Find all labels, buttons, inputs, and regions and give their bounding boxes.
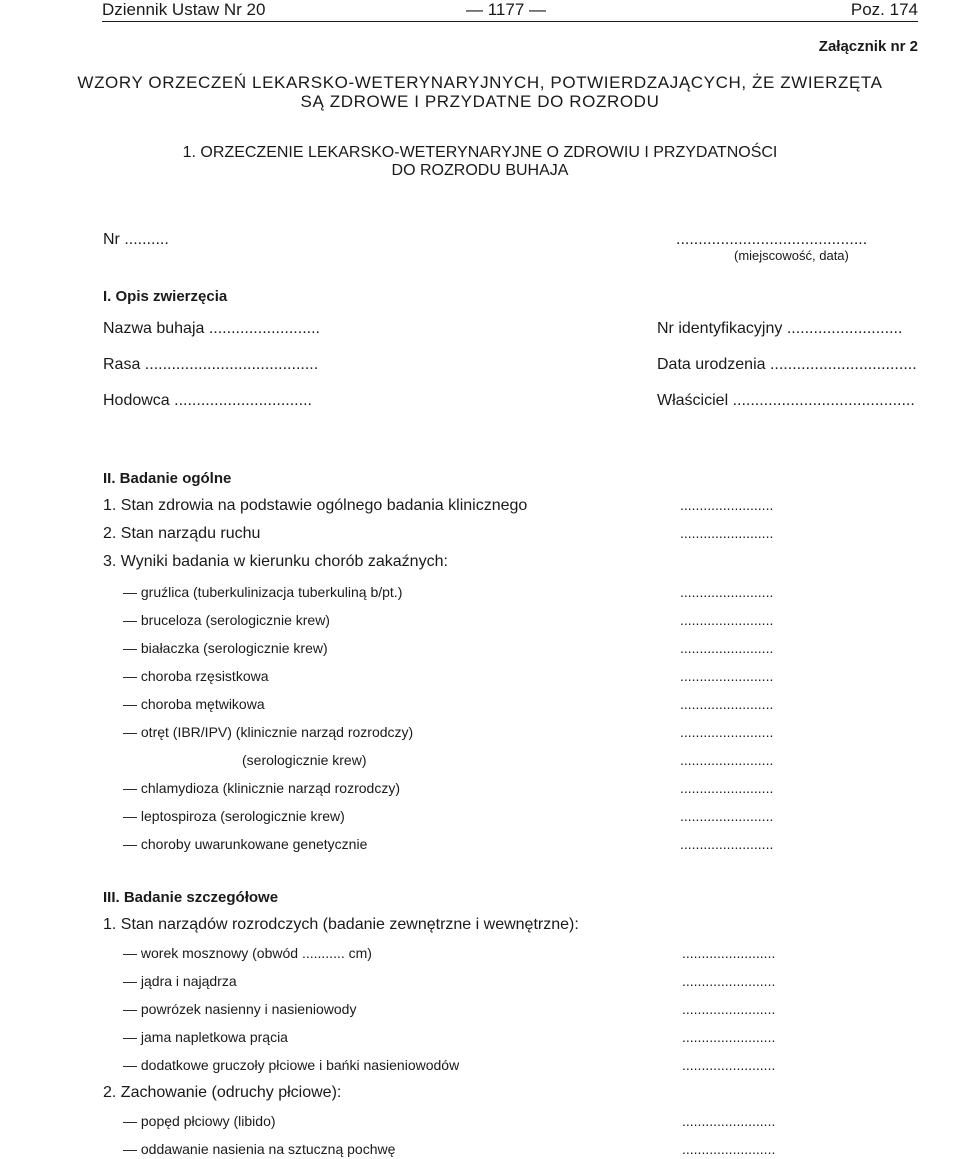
disease-campylobacteriosis-field[interactable]: ........................ bbox=[680, 696, 774, 712]
annex-label: Załącznik nr 2 bbox=[818, 38, 918, 55]
behaviour-libido-label: — popęd płciowy (libido) bbox=[123, 1113, 276, 1129]
disease-leukosis-field[interactable]: ........................ bbox=[680, 640, 774, 656]
disease-trichomoniasis-label: — choroba rzęsistkowa bbox=[123, 668, 269, 684]
document-title-line-1: WZORY ORZECZEŃ LEKARSKO-WETERYNARYJNYCH, POTWIERDZAJĄCYCH, ŻE ZWIERZĘTA bbox=[77, 73, 883, 92]
organ-spermatic-cord-label: — powrózek nasienny i nasieniowody bbox=[123, 1001, 357, 1017]
owner-field[interactable]: Właściciel ......................................... bbox=[657, 392, 915, 409]
document-title-line-2: SĄ ZDROWE I PRZYDATNE DO ROZRODU bbox=[300, 92, 660, 111]
disease-brucellosis-label: — bruceloza (serologicznie krew) bbox=[123, 612, 330, 628]
behaviour-semen-collection-label: — oddawanie nasienia na sztuczną pochwę bbox=[123, 1141, 396, 1157]
disease-ibr-ipv-field[interactable]: ........................ bbox=[680, 724, 774, 740]
bull-name-field[interactable]: Nazwa buhaja ......................... bbox=[103, 320, 320, 337]
disease-leukosis-label: — białaczka (serologicznie krew) bbox=[123, 640, 328, 656]
id-number-field[interactable]: Nr identyfikacyjny .......................... bbox=[657, 320, 903, 337]
organ-accessory-glands-label: — dodatkowe gruczoły płciowe i bańki nasieniowodów bbox=[123, 1057, 460, 1073]
infectious-results-label: 3. Wyniki badania w kierunku chorób zakaźnych: bbox=[103, 553, 448, 570]
disease-chlamydiosis-field[interactable]: ........................ bbox=[680, 780, 774, 796]
position-number: Poz. 174 bbox=[850, 0, 918, 19]
place-date-caption: (miejscowość, data) bbox=[734, 248, 849, 263]
section-2-heading: II. Badanie ogólne bbox=[103, 470, 232, 487]
behaviour-libido-field[interactable]: ........................ bbox=[682, 1113, 776, 1129]
header-rule bbox=[102, 21, 918, 22]
disease-tuberculosis-field[interactable]: ........................ bbox=[680, 584, 774, 600]
disease-tuberculosis-label: — gruźlica (tuberkulinizacja tuberkuliną b/pt.) bbox=[123, 584, 403, 600]
disease-ibr-ipv-label: — otręt (IBR/IPV) (klinicznie narząd rozrodczy) bbox=[123, 724, 414, 740]
certificate-title-line-2: DO ROZRODU BUHAJA bbox=[391, 162, 569, 179]
section-1-heading: I. Opis zwierzęcia bbox=[103, 288, 228, 305]
disease-trichomoniasis-field[interactable]: ........................ bbox=[680, 668, 774, 684]
organ-testes-label: — jądra i najądrza bbox=[123, 973, 237, 989]
number-field[interactable]: Nr .......... bbox=[103, 231, 169, 248]
disease-genetic-label: — choroby uwarunkowane genetycznie bbox=[123, 836, 368, 852]
organ-scrotum-field[interactable]: ........................ bbox=[682, 945, 776, 961]
general-health-field[interactable]: ........................ bbox=[680, 497, 774, 513]
certificate-title-line-1: 1. ORZECZENIE LEKARSKO-WETERYNARYJNE O ZDROWIU I PRZYDATNOŚCI bbox=[182, 144, 778, 161]
disease-leptospirosis-field[interactable]: ........................ bbox=[680, 808, 774, 824]
page-number: — 1177 — bbox=[466, 0, 547, 19]
organ-prepuce-label: — jama napletkowa prącia bbox=[123, 1029, 288, 1045]
disease-leptospirosis-label: — leptospiroza (serologicznie krew) bbox=[123, 808, 345, 824]
disease-ibr-ipv-serology-field[interactable]: ........................ bbox=[680, 752, 774, 768]
birth-date-field[interactable]: Data urodzenia ................................. bbox=[657, 356, 917, 373]
organ-prepuce-field[interactable]: ........................ bbox=[682, 1029, 776, 1045]
journal-title: Dziennik Ustaw Nr 20 bbox=[102, 0, 266, 19]
breeding-field[interactable]: Hodowca ............................... bbox=[103, 392, 312, 409]
locomotor-label: 2. Stan narządu ruchu bbox=[103, 525, 261, 542]
breed-field[interactable]: Rasa ....................................... bbox=[103, 356, 319, 373]
disease-ibr-ipv-serology-label: (serologicznie krew) bbox=[242, 752, 367, 768]
disease-genetic-field[interactable]: ........................ bbox=[680, 836, 774, 852]
sexual-behaviour-label: 2. Zachowanie (odruchy płciowe): bbox=[103, 1084, 342, 1101]
reproductive-organs-label: 1. Stan narządów rozrodczych (badanie zewnętrzne i wewnętrzne): bbox=[103, 916, 579, 933]
organ-testes-field[interactable]: ........................ bbox=[682, 973, 776, 989]
general-health-label: 1. Stan zdrowia na podstawie ogólnego badania klinicznego bbox=[103, 497, 528, 514]
organ-spermatic-cord-field[interactable]: ........................ bbox=[682, 1001, 776, 1017]
organ-scrotum-label: — worek mosznowy (obwód ........... cm) bbox=[123, 945, 372, 961]
disease-brucellosis-field[interactable]: ........................ bbox=[680, 612, 774, 628]
disease-campylobacteriosis-label: — choroba mętwikowa bbox=[123, 696, 265, 712]
disease-chlamydiosis-label: — chlamydioza (klinicznie narząd rozrodczy) bbox=[123, 780, 400, 796]
section-3-heading: III. Badanie szczegółowe bbox=[103, 889, 279, 906]
behaviour-semen-collection-field[interactable]: ........................ bbox=[682, 1141, 776, 1157]
organ-accessory-glands-field[interactable]: ........................ bbox=[682, 1057, 776, 1073]
locomotor-field[interactable]: ........................ bbox=[680, 525, 774, 541]
place-date-field[interactable]: ........................................... bbox=[676, 231, 868, 248]
